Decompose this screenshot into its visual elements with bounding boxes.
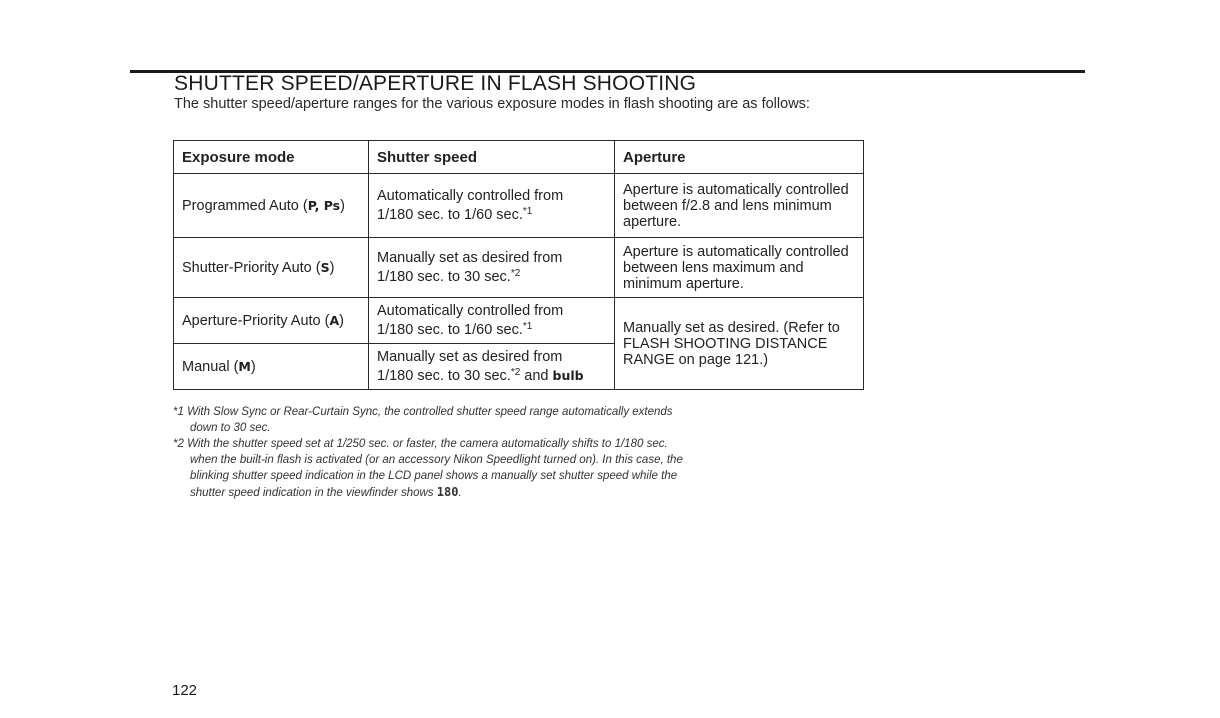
footnote-ref: *2	[510, 268, 521, 279]
shutter-cell: Automatically controlled from 1/180 sec. to 1/60 sec.$^{*1}$	[369, 298, 615, 344]
mode-cell: Aperture-Priority Auto (A)	[174, 298, 369, 344]
mode-symbol: M	[238, 358, 251, 374]
header-aperture: Aperture	[615, 141, 864, 174]
table-row	[174, 298, 864, 344]
footnote-ref: *2	[510, 367, 521, 378]
page-title: SHUTTER SPEED/APERTURE IN FLASH SHOOTING	[174, 72, 697, 95]
footnote-1: *1 With Slow Sync or Rear-Curtain Sync, the controlled shutter speed range automatically extends down to 30 sec.	[173, 406, 673, 434]
aperture-cell: Aperture is automatically controlled between f/2.8 and lens minimum aperture.	[615, 174, 864, 238]
shutter-cell: Automatically controlled from 1/180 sec. to 1/60 sec.$^{*1}$	[369, 174, 615, 238]
shutter-cell: Manually set as desired from 1/180 sec. to 30 sec.$^{*2}$ and bulb	[369, 344, 615, 390]
mode-symbol: S	[320, 259, 330, 275]
footnotes	[173, 404, 693, 501]
lcd-display-symbol: 180	[436, 485, 459, 499]
intro-text: The shutter speed/aperture ranges for the various exposure modes in flash shooting are as follows:	[174, 96, 810, 112]
shutter-cell: Manually set as desired from 1/180 sec. to 30 sec.$^{*2}$	[369, 238, 615, 298]
bulb-symbol: bulb	[552, 368, 584, 383]
page-number: 122	[172, 682, 198, 699]
mode-cell: Shutter-Priority Auto (S)	[174, 238, 369, 298]
footnote-ref: *1	[522, 206, 533, 217]
mode-cell: Programmed Auto (P, Ps)	[174, 174, 369, 238]
aperture-cell: Manually set as desired. (Refer to FLASH SHOOTING DISTANCE RANGE on page 121.)	[615, 298, 864, 390]
table-row	[174, 238, 864, 298]
header-exposure-mode: Exposure mode	[174, 141, 369, 174]
aperture-cell: Aperture is automatically controlled between lens maximum and minimum aperture.	[615, 238, 864, 298]
table-row	[174, 174, 864, 238]
footnote-ref: *1	[522, 321, 533, 332]
exposure-table	[173, 140, 864, 390]
table-header-row	[174, 141, 864, 174]
mode-symbol: P, Ps	[307, 197, 341, 213]
header-shutter-speed: Shutter speed	[369, 141, 615, 174]
mode-cell: Manual (M)	[174, 344, 369, 390]
footnote-2: *2 With the shutter speed set at 1/250 sec. or faster, the camera automatically shifts to 1/180 sec. when the built-in flash is activated (or an accessory Nikon Speedlight turned on). In this case, the blinking shutter speed indication in the LCD panel shows a manually set shutter speed while the shutter speed indication in the viewfinder shows 180.	[173, 438, 683, 499]
mode-symbol: A	[329, 312, 340, 328]
